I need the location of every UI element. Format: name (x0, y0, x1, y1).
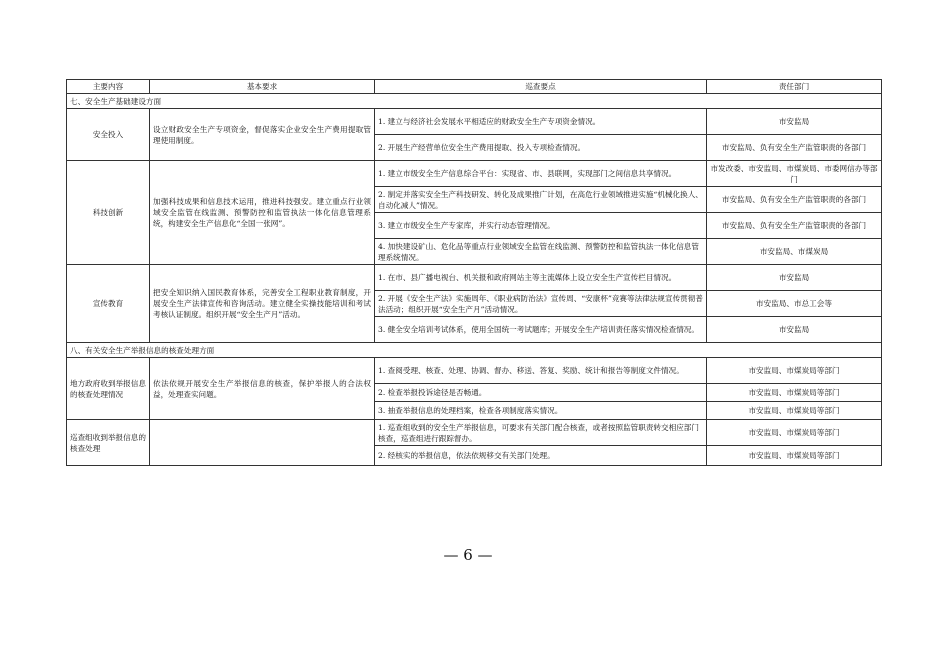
table-row (67, 265, 882, 291)
point-cell: 2. 制定并落实安全生产科技研发、转化及成果推广计划，在高危行业领域推进实施“机械化换人、自动化减人”情况。 (375, 187, 707, 213)
category-cell: 宣传教育 (67, 265, 150, 343)
point-cell: 2. 检查举报投诉途径是否畅通。 (375, 384, 707, 402)
category-cell: 安全投入 (67, 109, 150, 161)
point-cell: 2. 开展生产经营单位安全生产费用提取、投入专项检查情况。 (375, 135, 707, 161)
header-main-content: 主要内容 (67, 80, 150, 94)
header-basic-requirement: 基本要求 (150, 80, 375, 94)
page-number: — 6 — (443, 546, 493, 564)
header-row (67, 80, 882, 94)
point-cell: 2. 开展《安全生产法》实施周年、《职业病防治法》宣传周、“安康杯”竞赛等法律法规宣传贯彻普法活动；组织开展“安全生产月”活动情况。 (375, 291, 707, 317)
point-cell: 3. 建立市级安全生产专家库，并实行动态管理情况。 (375, 213, 707, 239)
dept-cell: 市安监局、市煤炭局等部门 (707, 384, 882, 402)
point-cell: 1. 查阅受理、核查、处理、协调、督办、移送、答复、奖励、统计和报告等制度文件情况。 (375, 358, 707, 384)
dept-cell: 市安监局、市煤炭局等部门 (707, 358, 882, 384)
point-cell: 1. 建立与经济社会发展水平相适应的财政安全生产专项资金情况。 (375, 109, 707, 135)
requirement-cell: 依法依规开展安全生产举报信息的核查，保护举报人的合法权益，处理查实问题。 (150, 358, 375, 420)
dept-cell: 市安监局、市煤炭局 (707, 239, 882, 265)
point-cell: 2. 经核实的举报信息，依法依规移交有关部门处理。 (375, 446, 707, 466)
dept-cell: 市安监局 (707, 317, 882, 343)
dept-cell: 市安监局、负有安全生产监管职责的各部门 (707, 187, 882, 213)
table-row (67, 358, 882, 384)
section-row (67, 94, 882, 109)
table-row (67, 161, 882, 187)
requirement-cell: 设立财政安全生产专项资金，督促落实企业安全生产费用提取管理使用制度。 (150, 109, 375, 161)
category-cell: 科技创新 (67, 161, 150, 265)
header-responsible-dept: 责任部门 (707, 80, 882, 94)
section-title: 八、有关安全生产举报信息的核查处理方面 (67, 343, 882, 358)
requirement-cell: 加强科技成果和信息技术运用，推进科技强安。建立重点行业领域安全监管在线监测、预警防控和监管执法一体化信息管理系统，构建安全生产信息化“全国一张网”。 (150, 161, 375, 265)
dept-cell: 市安监局、市煤炭局等部门 (707, 446, 882, 466)
category-cell: 巡查组收到举报信息的核查处理 (67, 420, 150, 466)
requirement-cell: 把安全知识纳入国民教育体系，完善安全工程职业教育制度，开展安全生产法律宣传和咨询活动。建立健全实操技能培训和考试考核认证制度。组织开展“安全生产月”活动。 (150, 265, 375, 343)
requirement-cell (150, 420, 375, 466)
category-cell: 地方政府收到举报信息的核查处理情况 (67, 358, 150, 420)
header-inspection-points: 巡查要点 (375, 80, 707, 94)
dept-cell: 市安监局、市煤炭局等部门 (707, 402, 882, 420)
point-cell: 3. 抽查举报信息的处理档案，检查各项制度落实情况。 (375, 402, 707, 420)
dept-cell: 市安监局、负有安全生产监管职责的各部门 (707, 213, 882, 239)
dept-cell: 市安监局、市总工会等 (707, 291, 882, 317)
point-cell: 1. 建立市级安全生产信息综合平台：实现省、市、县联网，实现部门之间信息共享情况。 (375, 161, 707, 187)
point-cell: 1. 在市、县广播电视台、机关报和政府网站主等主流媒体上设立安全生产宣传栏目情况。 (375, 265, 707, 291)
dept-cell: 市安监局、市煤炭局等部门 (707, 420, 882, 446)
point-cell: 4. 加快建设矿山、危化品等重点行业领域安全监管在线监测、预警防控和监管执法一体化信息管理系统情况。 (375, 239, 707, 265)
dept-cell: 市发改委、市安监局、市煤炭局、市委网信办等部门 (707, 161, 882, 187)
point-cell: 3. 健全安全培训考试体系，使用全国统一考试题库；开展安全生产培训责任落实情况检查情况。 (375, 317, 707, 343)
table-row (67, 420, 882, 446)
dept-cell: 市安监局、负有安全生产监管职责的各部门 (707, 135, 882, 161)
table-row (67, 109, 882, 135)
dept-cell: 市安监局 (707, 109, 882, 135)
dept-cell: 市安监局 (707, 265, 882, 291)
point-cell: 1. 巡查组收到的安全生产举报信息，可要求有关部门配合核查，或者按照监管职责转交相应部门核查，巡查组进行跟踪督办。 (375, 420, 707, 446)
section-row (67, 343, 882, 358)
inspection-table (66, 79, 882, 466)
section-title: 七、安全生产基础建设方面 (67, 94, 882, 109)
